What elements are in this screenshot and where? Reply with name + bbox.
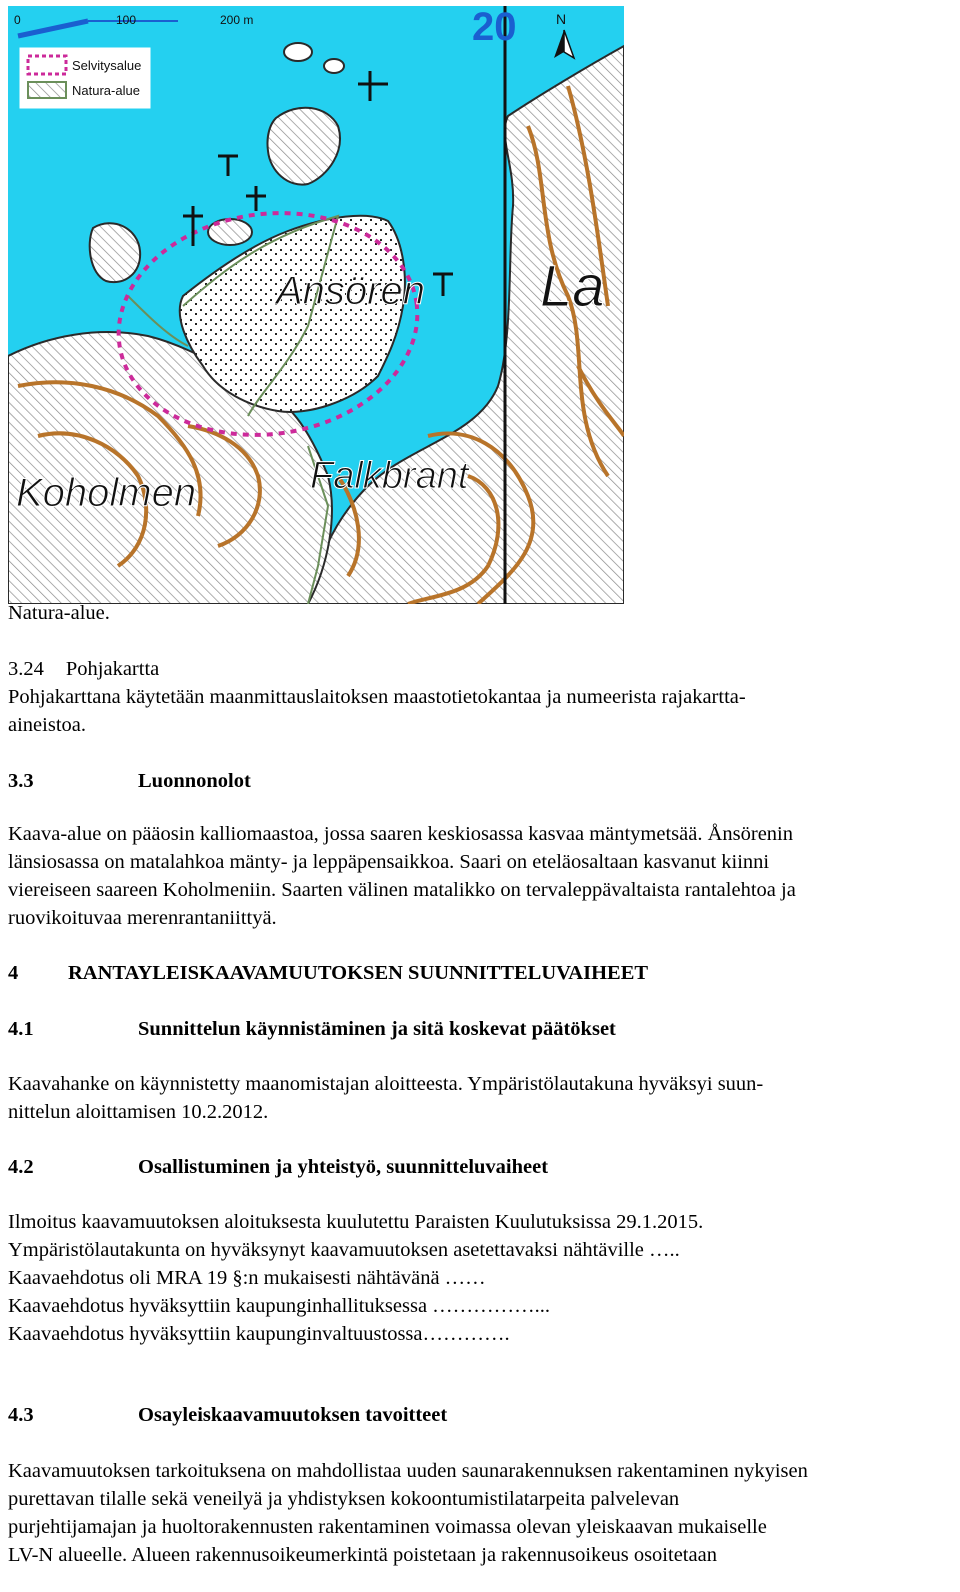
place-name-koholmen: Koholmen xyxy=(16,471,197,515)
section-4-3-number: 4.3 xyxy=(8,1404,34,1426)
section-4-2-title: Osallistuminen ja yhteistyö, suunnitteluvaiheet xyxy=(138,1156,549,1178)
section-3-3-line: länsiosassa on matalahkoa mänty- ja leppäpensaikkoa. Saari on eteläosaltaan kasvanut kiinni xyxy=(8,851,770,873)
section-4-2-line: Kaavaehdotus hyväksyttiin kaupunginvaltuustossa…………. xyxy=(8,1323,510,1345)
section-4-2-line: Ympäristölautakunta on hyväksynyt kaavamuutoksen asetettavaksi nähtäville ….. xyxy=(8,1239,680,1261)
section-4-2-body xyxy=(8,1208,954,1348)
section-3-3-line: viereiseen saareen Koholmeniin. Saarten välinen matalikko on tervaleppävaltaista rantalehtoa ja xyxy=(8,879,796,901)
section-4-number: 4 xyxy=(8,962,19,984)
section-4-3-line: purettavan tilalle sekä veneilyä ja yhdistyksen kokoontumistilatarpeita palvelevan xyxy=(8,1488,680,1510)
scale-label-0: 0 xyxy=(14,13,21,27)
map-caption: Natura-alue. xyxy=(8,602,110,624)
section-3-3-line: Kaava-alue on pääosin kalliomaastoa, jossa saaren keskiosassa kasvaa mäntymetsää. Ånsörenin xyxy=(8,823,794,845)
section-4-1-line: Kaavahanke on käynnistetty maanomistajan aloitteesta. Ympäristölautakuna hyväksyi suun- xyxy=(8,1073,764,1095)
section-4-3-title: Osayleiskaavamuutoksen tavoitteet xyxy=(138,1404,448,1426)
section-4-1-body xyxy=(8,1070,954,1126)
section-3-24-heading xyxy=(8,657,159,681)
legend-label-natura: Natura-alue xyxy=(72,83,140,98)
section-4-3-line: LV-N alueelle. Alueen rakennusoikeumerkintä poistetaan ja rakennusoikeus osoitetaan xyxy=(8,1544,717,1566)
north-label: N xyxy=(556,11,567,27)
section-3-3-number: 3.3 xyxy=(8,770,34,792)
section-4-1-line: nittelun aloittamisen 10.2.2012. xyxy=(8,1101,269,1123)
section-3-24-title: Pohjakartta xyxy=(65,658,160,680)
place-name-ansoren: Ansören xyxy=(276,269,425,313)
section-3-3-body xyxy=(8,820,954,932)
section-4-2-line: Kaavaehdotus hyväksyttiin kaupunginhallituksessa ……………... xyxy=(8,1295,551,1317)
section-4-3-body xyxy=(8,1457,954,1569)
section-4-title: RANTAYLEISKAAVAMUUTOKSEN SUUNNITTELUVAIHEET xyxy=(68,962,649,984)
map-image xyxy=(8,6,624,604)
section-4-3-line: Kaavamuutoksen tarkoituksena on mahdollistaa uuden saunarakennuksen rakentaminen nykyisen xyxy=(8,1460,808,1482)
section-3-3-title: Luonnonolot xyxy=(138,770,251,792)
place-name-falkbrant: Falkbrant xyxy=(310,455,469,497)
map-grid-number: 20 xyxy=(472,6,517,49)
section-4-2-number: 4.2 xyxy=(8,1156,34,1178)
section-4-1-title: Sunnittelun käynnistäminen ja sitä koskevat päätökset xyxy=(138,1018,616,1040)
section-4-2-line: Ilmoitus kaavamuutoksen aloituksesta kuulutettu Paraisten Kuulutuksissa 29.1.2015. xyxy=(8,1211,704,1233)
section-4-2-line: Kaavaehdotus oli MRA 19 §:n mukaisesti nähtävänä …… xyxy=(8,1267,486,1289)
scale-label-100: 100 xyxy=(116,13,137,27)
section-4-3-line: purjehtijamajan ja huoltorakennusten rakentaminen voimassa olevan yleiskaavan mukaiselle xyxy=(8,1516,767,1538)
section-3-3-line: ruovikoituvaa merenrantaniittyä. xyxy=(8,907,277,929)
place-name-la: La xyxy=(540,254,605,319)
section-3-24-number: 3.24 xyxy=(8,658,44,680)
scale-label-200: 200 m xyxy=(220,13,254,27)
section-3-24-line2: aineistoa. xyxy=(8,714,86,736)
section-4-1-number: 4.1 xyxy=(8,1018,34,1040)
section-3-24-line1: Pohjakarttana käytetään maanmittauslaitoksen maastotietokantaa ja numeerista rajakartta- xyxy=(8,686,746,708)
legend-swatch-natura xyxy=(28,82,66,98)
map-legend xyxy=(20,48,150,108)
legend-label-study-area: Selvitysalue xyxy=(72,58,142,73)
